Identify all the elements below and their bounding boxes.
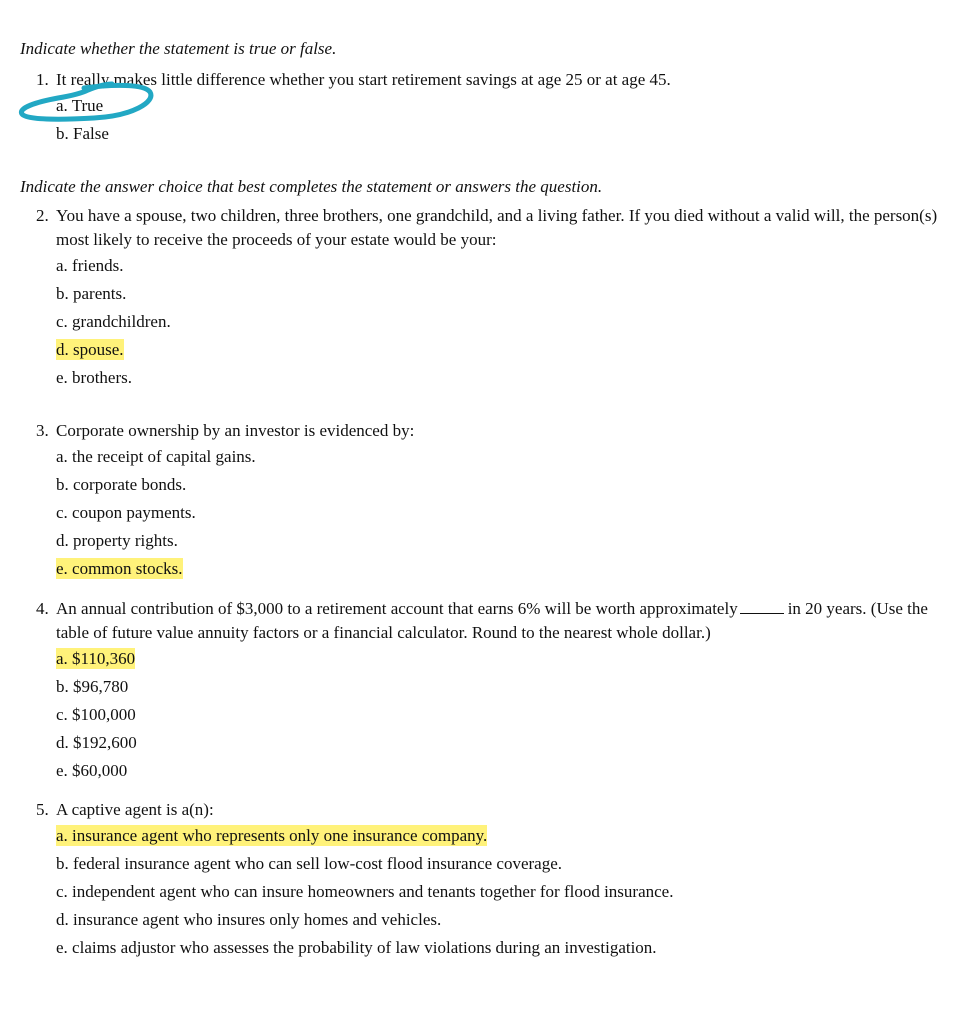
answer-blank	[740, 599, 784, 614]
option-list	[56, 822, 946, 962]
option-2e[interactable]: e. brothers.	[56, 368, 133, 387]
option-4a-highlighted[interactable]: a. $110,360	[56, 649, 136, 668]
question-number: 1.	[36, 70, 49, 89]
option-2a[interactable]: a. friends.	[56, 256, 124, 275]
question-text: You have a spouse, two children, three brothers, one grandchild, and a living father. If you died without a valid will, the person(s) most likely to receive the proceeds of your estate would be your:	[56, 206, 938, 249]
option-5d[interactable]: d. insurance agent who insures only homes and vehicles.	[56, 910, 442, 929]
option-1b[interactable]: b. False	[56, 124, 109, 143]
question-2	[36, 204, 946, 392]
section2-instruction: Indicate the answer choice that best completes the statement or answers the question.	[20, 177, 603, 196]
option-3e-highlighted[interactable]: e. common stocks.	[56, 559, 183, 578]
question-text: It really makes little difference whether you start retirement savings at age 25 or at age 45.	[56, 70, 671, 89]
question-3-stem	[36, 419, 946, 443]
option-1a[interactable]: a. True	[56, 96, 104, 115]
section1-instruction: Indicate whether the statement is true or false.	[20, 39, 337, 58]
question-text: Corporate ownership by an investor is evidenced by:	[56, 421, 415, 440]
option-list	[56, 92, 946, 148]
option-5c[interactable]: c. independent agent who can insure homeowners and tenants together for flood insurance.	[56, 882, 674, 901]
option-3c[interactable]: c. coupon payments.	[56, 503, 196, 522]
option-4c[interactable]: c. $100,000	[56, 705, 136, 724]
option-2c[interactable]: c. grandchildren.	[56, 312, 171, 331]
option-2b[interactable]: b. parents.	[56, 284, 127, 303]
option-5a-highlighted[interactable]: a. insurance agent who represents only one insurance company.	[56, 826, 488, 845]
question-4	[36, 597, 946, 785]
question-4-stem	[36, 597, 946, 645]
question-number: 2.	[36, 206, 49, 225]
option-3d[interactable]: d. property rights.	[56, 531, 178, 550]
option-list	[56, 252, 946, 392]
question-1-stem	[36, 68, 946, 92]
question-3	[36, 419, 946, 583]
question-number: 3.	[36, 421, 49, 440]
question-text: An annual contribution of $3,000 to a retirement account that earns 6% will be worth approximately in 20 years. (Use the table of future value annuity factors or a financial calculator. Round to the nearest whole dollar.)	[56, 599, 928, 642]
option-list	[56, 645, 946, 785]
option-list	[56, 443, 946, 583]
question-5-stem	[36, 798, 946, 822]
option-4b[interactable]: b. $96,780	[56, 677, 129, 696]
question-2-stem	[36, 204, 946, 252]
option-4d[interactable]: d. $192,600	[56, 733, 137, 752]
option-2d-highlighted[interactable]: d. spouse.	[56, 340, 124, 359]
option-5b[interactable]: b. federal insurance agent who can sell low-cost flood insurance coverage.	[56, 854, 563, 873]
question-number: 5.	[36, 800, 49, 819]
option-3b[interactable]: b. corporate bonds.	[56, 475, 187, 494]
question-text: A captive agent is a(n):	[56, 800, 214, 819]
option-4e[interactable]: e. $60,000	[56, 761, 128, 780]
question-5	[36, 798, 946, 962]
option-5e[interactable]: e. claims adjustor who assesses the probability of law violations during an investigation.	[56, 938, 657, 957]
question-1	[36, 68, 946, 148]
question-number: 4.	[36, 599, 49, 618]
option-3a[interactable]: a. the receipt of capital gains.	[56, 447, 256, 466]
